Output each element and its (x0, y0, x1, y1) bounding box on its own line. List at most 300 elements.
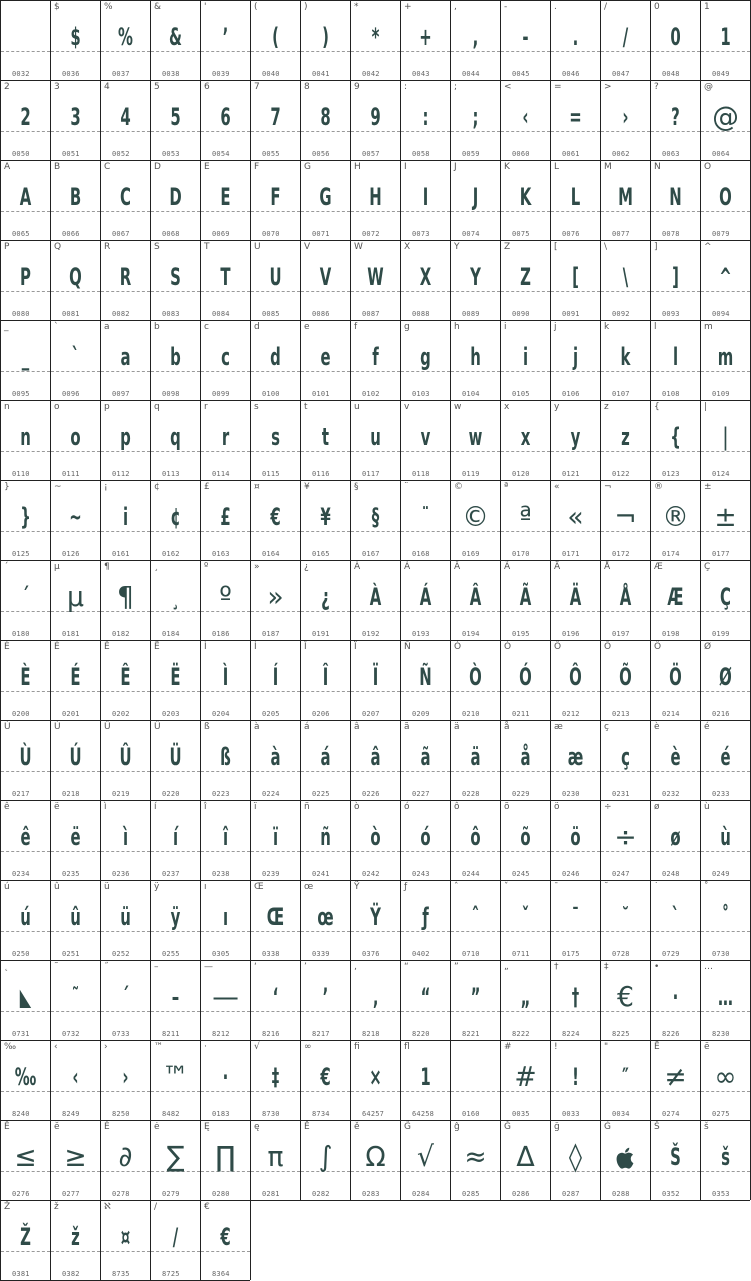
glyph-sample: ‡ (271, 1063, 280, 1091)
glyph-code: 0039 (212, 70, 230, 78)
glyph-cell (151, 1041, 200, 1120)
glyph-cell (251, 321, 300, 400)
glyph-label: H (354, 162, 361, 172)
glyph-sample: O (719, 183, 732, 211)
glyph-label: Ę (204, 1122, 210, 1132)
glyph-sample: ì (122, 823, 129, 851)
glyph-label: ˛ (4, 962, 9, 972)
glyph-label: œ (304, 882, 314, 892)
glyph-label: b (154, 322, 160, 332)
glyph-cell (451, 241, 500, 320)
glyph-code: 0181 (62, 630, 80, 638)
glyph-sample: Y (470, 263, 481, 291)
glyph-code: 0184 (162, 630, 180, 638)
glyph-code: 0160 (462, 1110, 480, 1118)
glyph-label: ™ (154, 1042, 163, 1052)
glyph-cell (101, 881, 150, 960)
glyph-code: 0214 (662, 710, 680, 718)
glyph-code: 0174 (662, 550, 680, 558)
glyph-sample: ‚ (372, 983, 379, 1011)
glyph-sample: µ (67, 580, 84, 613)
glyph-label: µ (54, 562, 60, 572)
grid-line (0, 320, 750, 321)
glyph-cell (601, 321, 650, 400)
glyph-label: r (204, 402, 208, 412)
glyph-code: 0234 (12, 870, 30, 878)
glyph-cell (101, 481, 150, 560)
glyph-cell (201, 481, 250, 560)
grid-line (0, 1040, 750, 1041)
glyph-sample: L (570, 183, 581, 211)
glyph-sample: ä (470, 743, 481, 771)
glyph-sample: B (69, 183, 82, 211)
glyph-label: & (154, 2, 162, 12)
grid-line (0, 80, 750, 81)
grid-line (0, 1120, 750, 1121)
glyph-cell (651, 1121, 700, 1200)
glyph-code: 0233 (712, 790, 730, 798)
glyph-sample: ~ (69, 503, 82, 531)
glyph-code: 0103 (412, 390, 430, 398)
glyph-label: ÷ (604, 802, 612, 812)
glyph-sample: ` (671, 903, 680, 931)
glyph-code: 0182 (112, 630, 130, 638)
glyph-label: f (354, 322, 358, 332)
glyph-sample: ’ (322, 983, 329, 1011)
glyph-code: 0080 (12, 310, 30, 318)
glyph-code: 0248 (662, 870, 680, 878)
glyph-cell (301, 481, 350, 560)
glyph-sample: = (569, 103, 582, 131)
glyph-code: 0040 (262, 70, 280, 78)
glyph-cell (201, 1201, 250, 1280)
glyph-label: - (504, 2, 508, 12)
glyph-sample: [ (572, 263, 579, 291)
glyph-label: ĝ (454, 1122, 460, 1132)
grid-line (700, 0, 701, 1200)
glyph-code: 0108 (662, 390, 680, 398)
glyph-code: 0104 (462, 390, 480, 398)
glyph-label: q (154, 402, 160, 412)
glyph-cell (351, 481, 400, 560)
glyph-cell (301, 1121, 350, 1200)
glyph-sample: ˘ (621, 903, 630, 931)
glyph-label: 4 (104, 82, 110, 92)
glyph-cell (551, 321, 600, 400)
glyph-label: ' (204, 2, 207, 12)
glyph-label: … (704, 962, 713, 972)
glyph-sample: ö (570, 823, 581, 851)
glyph-code: 0225 (312, 790, 330, 798)
glyph-sample: N (669, 183, 682, 211)
glyph-sample: a (120, 343, 131, 371)
glyph-code: 0065 (12, 230, 30, 238)
glyph-sample: ó (420, 823, 431, 851)
glyph-code: 0224 (262, 790, 280, 798)
glyph-cell (351, 1041, 400, 1120)
glyph-cell (1, 481, 50, 560)
glyph-label: ô (454, 802, 460, 812)
glyph-code: 0164 (262, 550, 280, 558)
glyph-cell (401, 401, 450, 480)
glyph-code: 0110 (12, 470, 30, 478)
glyph-cell (451, 881, 500, 960)
glyph-label: „ (504, 962, 509, 972)
glyph-label: O (704, 162, 712, 172)
glyph-cell (701, 881, 750, 960)
glyph-label: ę (254, 1122, 260, 1132)
glyph-cell (101, 321, 150, 400)
glyph-sample: ï (272, 823, 279, 851)
glyph-code: 0226 (362, 790, 380, 798)
glyph-code: 8221 (462, 1030, 480, 1038)
glyph-label: # (504, 1042, 512, 1052)
glyph-cell (401, 1, 450, 80)
glyph-cell (351, 241, 400, 320)
glyph-sample: r (221, 423, 230, 451)
glyph-cell (51, 961, 100, 1040)
glyph-code: 0078 (662, 230, 680, 238)
glyph-cell (201, 721, 250, 800)
grid-line (0, 480, 750, 481)
glyph-code: 64258 (412, 1110, 435, 1118)
glyph-cell (501, 81, 550, 160)
glyph-code: 0071 (312, 230, 330, 238)
glyph-sample: ÿ (170, 903, 181, 931)
glyph-label: ò (354, 802, 360, 812)
glyph-code: 0098 (162, 390, 180, 398)
glyph-sample: ´ (121, 983, 130, 1011)
glyph-sample: Ì (222, 663, 229, 691)
glyph-label: ¡ (104, 482, 108, 492)
glyph-code: 0120 (512, 470, 530, 478)
glyph-cell (451, 321, 500, 400)
glyph-sample: 4 (120, 103, 131, 131)
glyph-code: 0109 (712, 390, 730, 398)
glyph-sample: Ù (19, 743, 32, 771)
glyph-label: | (704, 402, 708, 412)
glyph-label: ˝ (104, 962, 109, 972)
glyph-code: 0094 (712, 310, 730, 318)
glyph-label: ì (104, 802, 107, 812)
glyph-sample: œ (317, 903, 334, 931)
glyph-code: 0711 (512, 950, 530, 958)
glyph-cell (51, 1041, 100, 1120)
glyph-cell (251, 881, 300, 960)
glyph-sample: ≈ (464, 1140, 487, 1173)
glyph-sample: ø (670, 823, 681, 851)
glyph-label: } (4, 482, 10, 492)
glyph-sample: ¤ (120, 1223, 131, 1251)
glyph-label: N (654, 162, 661, 172)
glyph-sample: l (672, 343, 679, 371)
glyph-cell (251, 1041, 300, 1120)
glyph-label: Œ (254, 882, 264, 892)
glyph-cell (401, 801, 450, 880)
glyph-sample: € (220, 1223, 231, 1251)
glyph-label: Ê (104, 642, 110, 652)
glyph-sample (10, 19, 40, 55)
glyph-label: " (604, 1042, 609, 1052)
glyph-label: i (504, 322, 507, 332)
glyph-code: 0163 (212, 550, 230, 558)
glyph-label: \ (604, 242, 608, 252)
glyph-label: 7 (254, 82, 260, 92)
glyph-cell (151, 81, 200, 160)
glyph-code: 0057 (362, 150, 380, 158)
glyph-label: ∕ (154, 1202, 158, 1212)
glyph-cell (101, 161, 150, 240)
glyph-sample: ◣ (19, 983, 32, 1011)
glyph-cell (301, 321, 350, 400)
glyph-label: ü (104, 882, 110, 892)
glyph-cell (551, 641, 600, 720)
glyph-code: 0088 (412, 310, 430, 318)
glyph-code: 8734 (312, 1110, 330, 1118)
glyph-cell (251, 721, 300, 800)
glyph-sample: S (170, 263, 181, 291)
glyph-sample: A (19, 183, 32, 211)
glyph-sample: Ô (569, 663, 582, 691)
glyph-cell (351, 1121, 400, 1200)
glyph-cell (701, 641, 750, 720)
glyph-code: 0274 (662, 1110, 680, 1118)
glyph-code: 0183 (212, 1110, 230, 1118)
glyph-code: 0054 (212, 150, 230, 158)
glyph-label: á (304, 722, 310, 732)
glyph-code: 0239 (262, 870, 280, 878)
glyph-cell (501, 241, 550, 320)
glyph-sample: ¶ (117, 580, 134, 613)
glyph-label: < (504, 82, 512, 92)
glyph-label: ğ (554, 1122, 560, 1132)
glyph-label: ˙ (654, 882, 659, 892)
glyph-code: 0162 (162, 550, 180, 558)
glyph-cell (601, 721, 650, 800)
glyph-code: 0217 (12, 790, 30, 798)
glyph-code: 0219 (112, 790, 130, 798)
glyph-code: 0252 (112, 950, 130, 958)
glyph-code: 0339 (312, 950, 330, 958)
glyph-sample: y (570, 423, 581, 451)
glyph-sample: à (270, 743, 281, 771)
glyph-cell (201, 1, 250, 80)
glyph-label: d (254, 322, 260, 332)
glyph-label: ^ (704, 242, 712, 252)
glyph-label: t (304, 402, 308, 412)
glyph-label: õ (504, 802, 510, 812)
glyph-code: 0382 (62, 1270, 80, 1278)
glyph-label: x (504, 402, 510, 412)
glyph-code: 0050 (12, 150, 30, 158)
glyph-cell (301, 961, 350, 1040)
glyph-sample: ∫ (318, 1140, 333, 1173)
glyph-code: 0276 (12, 1190, 30, 1198)
glyph-cell (601, 1121, 650, 1200)
glyph-sample: d (270, 343, 281, 371)
glyph-sample: ” (470, 983, 481, 1011)
glyph-code: 0180 (12, 630, 30, 638)
glyph-code: 8230 (712, 1030, 730, 1038)
glyph-code: 0161 (112, 550, 130, 558)
glyph-code: 0121 (562, 470, 580, 478)
glyph-label: ¶ (104, 562, 110, 572)
glyph-label: ¸ (154, 562, 159, 572)
glyph-code: 8482 (162, 1110, 180, 1118)
glyph-label: Ë (154, 642, 160, 652)
glyph-code: 0072 (362, 230, 380, 238)
glyph-cell (501, 1, 550, 80)
glyph-label: ¨ (404, 482, 409, 492)
glyph-code: 0288 (612, 1190, 630, 1198)
glyph-code: 0037 (112, 70, 130, 78)
glyph-cell (101, 801, 150, 880)
glyph-code: 0079 (712, 230, 730, 238)
glyph-sample: Ë (170, 663, 181, 691)
glyph-sample: c (221, 343, 230, 371)
glyph-code: 0278 (112, 1190, 130, 1198)
glyph-code: 0187 (262, 630, 280, 638)
glyph-cell (151, 641, 200, 720)
glyph-label: ” (454, 962, 459, 972)
glyph-label: Ě (304, 1122, 310, 1132)
glyph-label: Ô (554, 642, 562, 652)
glyph-sample: ¬ (614, 500, 637, 533)
glyph-code: 0729 (662, 950, 680, 958)
glyph-sample: ‘ (272, 983, 279, 1011)
glyph-code: 0048 (662, 70, 680, 78)
grid-line (0, 160, 750, 161)
glyph-cell (301, 401, 350, 480)
glyph-label: ˇ (504, 882, 509, 892)
glyph-code: 0059 (462, 150, 480, 158)
glyph-code: 0235 (62, 870, 80, 878)
glyph-code: 0115 (262, 470, 280, 478)
glyph-code: 8364 (212, 1270, 230, 1278)
glyph-sample: ª (519, 500, 532, 533)
glyph-code: 8220 (412, 1030, 430, 1038)
glyph-sample: Î (322, 663, 329, 691)
glyph-cell (101, 401, 150, 480)
glyph-code: 0042 (362, 70, 380, 78)
glyph-code: 0081 (62, 310, 80, 318)
glyph-label: Â (454, 562, 461, 572)
glyph-label: + (404, 2, 412, 12)
grid-line (0, 720, 750, 721)
glyph-sample: ñ (320, 823, 331, 851)
glyph-label: y (554, 402, 560, 412)
glyph-sample: £ (220, 503, 231, 531)
glyph-cell (651, 641, 700, 720)
glyph-code: 0223 (212, 790, 230, 798)
glyph-label: Ò (454, 642, 462, 652)
glyph-code: 0032 (12, 70, 30, 78)
glyph-cell (1, 81, 50, 160)
glyph-sample: f (372, 343, 379, 371)
grid-line (500, 0, 501, 1200)
glyph-label: ø (654, 802, 660, 812)
glyph-code: 0255 (162, 950, 180, 958)
glyph-sample: ‹ (72, 1063, 79, 1091)
glyph-sample: è (670, 743, 681, 771)
glyph-sample: á (320, 743, 331, 771)
glyph-cell (51, 481, 100, 560)
glyph-sample: ƒ (422, 903, 429, 931)
glyph-code: 0119 (462, 470, 480, 478)
glyph-sample: ã (420, 743, 431, 771)
glyph-cell (651, 881, 700, 960)
glyph-label: ï (254, 802, 257, 812)
glyph-sample: s (271, 423, 280, 451)
glyph-label: î (204, 802, 207, 812)
glyph-label: Ġ (604, 1122, 611, 1132)
glyph-code: 0090 (512, 310, 530, 318)
glyph-cell (501, 721, 550, 800)
glyph-cell (451, 1, 500, 80)
glyph-label: Z (504, 242, 511, 252)
grid-line (600, 0, 601, 1200)
glyph-label: G (304, 162, 311, 172)
glyph-sample: È (20, 663, 31, 691)
glyph-sample: Ó (519, 663, 532, 691)
glyph-label: ù (704, 802, 710, 812)
glyph-sample: 0 (670, 23, 681, 51)
glyph-code: 0731 (12, 1030, 30, 1038)
glyph-cell (101, 561, 150, 640)
glyph-code: 0175 (562, 950, 580, 958)
glyph-code: 0281 (262, 1190, 280, 1198)
glyph-label: , (454, 2, 457, 12)
glyph-sample: x (520, 423, 531, 451)
glyph-label: S (154, 242, 160, 252)
glyph-sample: © (462, 500, 489, 533)
glyph-label: ˚ (704, 882, 709, 892)
glyph-label: Ė (104, 1122, 110, 1132)
glyph-cell (351, 81, 400, 160)
glyph-code: 0243 (412, 870, 430, 878)
glyph-label: Ï (354, 642, 357, 652)
glyph-cell (101, 81, 150, 160)
glyph-label: £ (204, 482, 210, 492)
glyph-sample: K (519, 183, 532, 211)
glyph-cell (601, 561, 650, 640)
glyph-label: 0 (654, 2, 660, 12)
glyph-label: ˆ (454, 882, 459, 892)
glyph-code: 0060 (512, 150, 530, 158)
glyph-label: ˘ (604, 882, 609, 892)
glyph-cell (351, 721, 400, 800)
glyph-sample: â (370, 743, 381, 771)
glyph-code: 8224 (562, 1030, 580, 1038)
glyph-cell (351, 161, 400, 240)
glyph-cell (151, 401, 200, 480)
glyph-code: 0089 (462, 310, 480, 318)
glyph-code: 8240 (12, 1110, 30, 1118)
grid-line (550, 0, 551, 1200)
glyph-sample: Í (272, 663, 279, 691)
glyph-label: · (204, 1042, 207, 1052)
glyph-label: c (204, 322, 209, 332)
glyph-cell (651, 81, 700, 160)
glyph-code: 0051 (62, 150, 80, 158)
glyph-cell (201, 561, 250, 640)
glyph-cell (251, 1121, 300, 1200)
glyph-sample: b (170, 343, 181, 371)
glyph-sample: › (622, 103, 629, 131)
glyph-cell (551, 961, 600, 1040)
glyph-cell (201, 81, 250, 160)
glyph-cell (701, 401, 750, 480)
